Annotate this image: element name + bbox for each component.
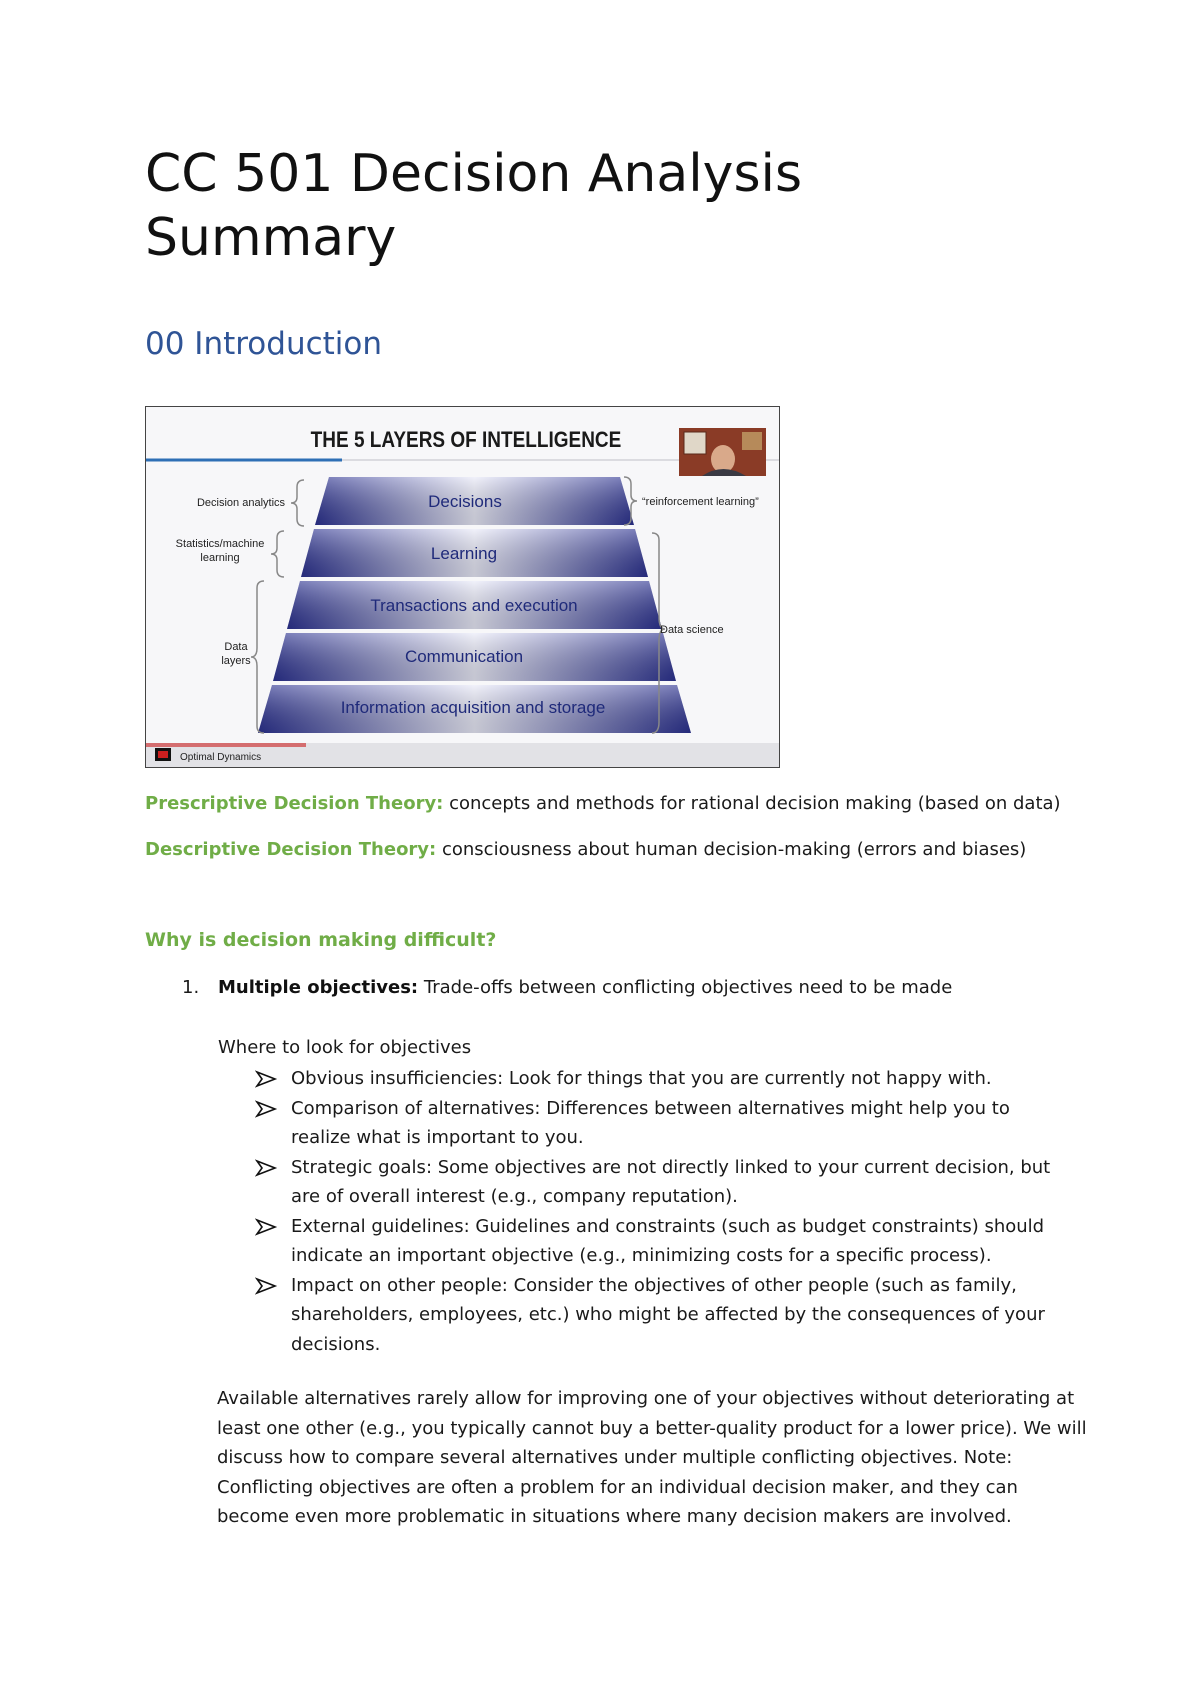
webcam-thumbnail bbox=[679, 428, 766, 476]
figure-title: THE 5 LAYERS OF INTELLIGENCE bbox=[310, 428, 622, 453]
layer-label-4: Information acquisition and storage bbox=[340, 698, 606, 717]
why-heading: Why is decision making difficult? bbox=[145, 929, 497, 951]
definition-term: Descriptive Decision Theory: bbox=[145, 839, 437, 860]
bullet-text: Obvious insufficiencies: Look for things that you are currently not happy with. bbox=[291, 1068, 992, 1089]
arrowhead-bullet-icon bbox=[255, 1212, 279, 1241]
title-line-2: Summary bbox=[145, 208, 397, 268]
arrowhead-bullet-icon bbox=[255, 1094, 279, 1123]
arrowhead-bullet-icon bbox=[255, 1064, 279, 1093]
section-heading: 00 Introduction bbox=[145, 326, 383, 362]
label-data-science: Data science bbox=[660, 624, 724, 636]
list-item bbox=[255, 1153, 1075, 1212]
five-layers-figure bbox=[145, 406, 780, 768]
bullet-text: External guidelines: Guidelines and constraints (such as budget constraints) should indicate an important objective (e.g., minimizing costs for a specific process). bbox=[291, 1215, 1045, 1266]
label-statistics-line1: Statistics/machine bbox=[175, 538, 265, 550]
bullet-text: Strategic goals: Some objectives are not directly linked to your current decision, but are of overall interest (e.g., company reputation). bbox=[291, 1156, 1051, 1207]
layer-label-1: Learning bbox=[430, 544, 498, 563]
definition-term: Prescriptive Decision Theory: bbox=[145, 793, 444, 814]
list-number: 1. bbox=[182, 977, 200, 998]
list-item-bold: Multiple objectives: bbox=[218, 977, 419, 998]
list-item bbox=[255, 1064, 1075, 1094]
list-item-text: Trade-offs between conflicting objectives need to be made bbox=[418, 977, 953, 998]
definition-text: concepts and methods for rational decision making (based on data) bbox=[443, 793, 1061, 814]
arrowhead-bullet-icon bbox=[255, 1271, 279, 1300]
layer-label-3: Communication bbox=[404, 647, 524, 666]
list-item bbox=[255, 1094, 1075, 1153]
label-data-line1: Data bbox=[224, 641, 248, 653]
label-statistics-line2: learning bbox=[200, 552, 240, 564]
list-item bbox=[255, 1212, 1075, 1271]
list-item-multiple-objectives bbox=[218, 976, 952, 1000]
layer-label-2: Transactions and execution bbox=[370, 596, 578, 615]
label-reinforcement: “reinforcement learning” bbox=[642, 496, 759, 508]
definition-descriptive bbox=[145, 838, 1026, 862]
objective-sources-list bbox=[255, 1064, 1075, 1359]
where-label: Where to look for objectives bbox=[218, 1037, 472, 1058]
definition-text: consciousness about human decision-making (errors and biases) bbox=[436, 839, 1027, 860]
label-data-line2: layers bbox=[221, 655, 251, 667]
arrowhead-bullet-icon bbox=[255, 1153, 279, 1182]
definition-prescriptive bbox=[145, 792, 1061, 816]
label-decision-analytics: Decision analytics bbox=[196, 497, 286, 509]
tradeoff-paragraph: Available alternatives rarely allow for improving one of your objectives without deteriorating at least one other (e.g., you typically cannot buy a better-quality product for a lower price). We will discuss how to compare several alternatives under multiple conflicting objectives. Note: Conflicting objectives are often a problem for an individual decision maker, and they can become even more problematic in situations where many decision makers are involved. bbox=[217, 1388, 1087, 1527]
bullet-text: Comparison of alternatives: Differences between alternatives might help you to realize what is important to you. bbox=[291, 1097, 1010, 1148]
document-title bbox=[145, 142, 1105, 270]
title-line-1: CC 501 Decision Analysis bbox=[145, 144, 803, 204]
bullet-text: Impact on other people: Consider the objectives of other people (such as family, shareholders, employees, etc.) who might be affected by the consequences of your decisions. bbox=[291, 1274, 1045, 1355]
list-item bbox=[255, 1271, 1075, 1360]
layer-label-0: Decisions bbox=[428, 492, 502, 511]
footer-logo-text: Optimal Dynamics bbox=[180, 752, 262, 763]
